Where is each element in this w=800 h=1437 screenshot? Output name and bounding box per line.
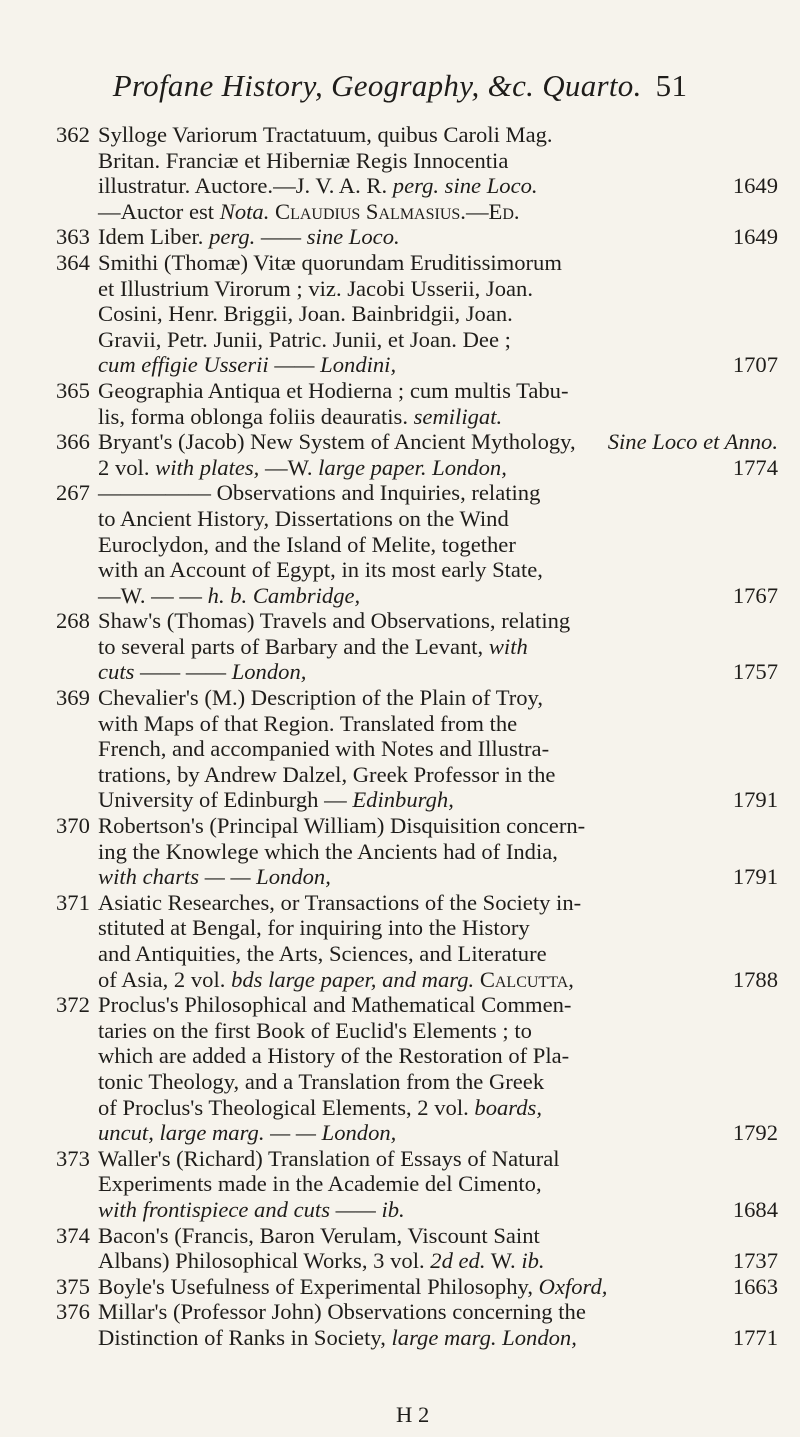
entry-line bbox=[56, 1197, 778, 1223]
entry-line bbox=[56, 1095, 778, 1121]
italic-text: h. b. bbox=[207, 582, 248, 608]
entry-year: 1792 bbox=[732, 1120, 778, 1146]
entry-number: 370 bbox=[56, 813, 90, 839]
entry-text: of Proclus's Theological Elements, 2 vol. bbox=[98, 1094, 469, 1120]
entry-number: 373 bbox=[56, 1145, 90, 1171]
entry-text: —W. — — bbox=[98, 582, 202, 608]
entry-year: 1791 bbox=[732, 787, 778, 813]
entry-text: Chevalier's (M.) Description of the Plain of Troy, bbox=[98, 685, 544, 711]
entry-number: 372 bbox=[56, 992, 90, 1018]
entry-number: 375 bbox=[56, 1273, 90, 1299]
entry-line bbox=[56, 455, 778, 481]
entry-text: Bacon's (Francis, Baron Verulam, Viscount Saint bbox=[98, 1222, 540, 1248]
entry-line bbox=[56, 1120, 778, 1146]
running-header bbox=[0, 68, 800, 104]
page-number: 51 bbox=[655, 68, 688, 103]
catalogue-entry bbox=[56, 1146, 778, 1223]
entry-line bbox=[56, 506, 778, 532]
entry-number: 267 bbox=[56, 480, 90, 506]
entry-line bbox=[56, 148, 778, 174]
catalogue-entries bbox=[56, 122, 778, 1351]
entry-number: 364 bbox=[56, 249, 90, 275]
italic-text: large paper. bbox=[318, 454, 427, 480]
entry-number: 362 bbox=[56, 122, 90, 147]
entry-line bbox=[56, 301, 778, 327]
entry-text: taries on the first Book of Euclid's Elements ; to bbox=[98, 1017, 532, 1043]
entry-line bbox=[56, 122, 778, 148]
catalogue-entry bbox=[56, 685, 778, 813]
entry-text: French, and accompanied with Notes and Illustra- bbox=[98, 736, 550, 762]
entry-imprint: Sine Loco et Anno. bbox=[607, 429, 778, 455]
italic-text: ib. bbox=[521, 1248, 545, 1274]
entry-line bbox=[56, 1325, 778, 1351]
entry-line bbox=[56, 250, 778, 276]
entry-text: Shaw's (Thomas) Travels and Observations, relating bbox=[98, 608, 571, 634]
entry-text: Cosini, Henr. Briggii, Joan. Bainbridgii, Joan. bbox=[98, 301, 513, 327]
entry-line bbox=[56, 839, 778, 865]
entry-line bbox=[56, 787, 778, 813]
catalogue-entry bbox=[56, 1223, 778, 1274]
italic-text: with bbox=[488, 633, 528, 659]
italic-text: Cambridge, bbox=[252, 582, 361, 608]
entry-line bbox=[56, 634, 778, 660]
entry-text: —W. bbox=[264, 454, 313, 480]
italic-text: large marg. London, bbox=[391, 1324, 577, 1350]
italic-text: Nota. bbox=[219, 198, 270, 224]
entry-text: ing the Knowlege which the Ancients had of India, bbox=[98, 838, 558, 864]
entry-text: Sylloge Variorum Tractatuum, quibus Caroli Mag. bbox=[98, 122, 553, 147]
entry-number: 376 bbox=[56, 1299, 90, 1325]
entry-text: Boyle's Usefulness of Experimental Philosophy, bbox=[98, 1273, 533, 1299]
italic-text: Edinburgh, bbox=[352, 787, 454, 813]
entry-text: Smithi (Thomæ) Vitæ quorundam Eruditissimorum bbox=[98, 249, 562, 275]
entry-number: 363 bbox=[56, 224, 90, 250]
entry-line bbox=[56, 1146, 778, 1172]
entry-text: W. bbox=[490, 1248, 516, 1274]
entry-text: trations, by Andrew Dalzel, Greek Professor in the bbox=[98, 761, 556, 787]
entry-line bbox=[56, 378, 778, 404]
entry-line bbox=[56, 967, 778, 993]
italic-text: boards, bbox=[474, 1094, 542, 1120]
entry-line bbox=[56, 404, 778, 430]
italic-text: with charts — — London, bbox=[98, 864, 331, 890]
entry-line bbox=[56, 224, 778, 250]
italic-text: with plates, bbox=[155, 454, 260, 480]
italic-text: cum effigie Usserii —— Londini, bbox=[98, 352, 397, 378]
smallcaps-text: Calcutta, bbox=[479, 966, 574, 992]
italic-text: London, bbox=[432, 454, 507, 480]
entry-text: Asiatic Researches, or Transactions of the Society in- bbox=[98, 889, 582, 915]
entry-text: with an Account of Egypt, in its most early State, bbox=[98, 557, 543, 583]
entry-line bbox=[56, 199, 778, 225]
entry-year: 1707 bbox=[732, 352, 778, 378]
entry-text: et Illustrium Virorum ; viz. Jacobi Usserii, Joan. bbox=[98, 275, 533, 301]
entry-line bbox=[56, 429, 778, 455]
entry-line bbox=[56, 557, 778, 583]
entry-year: 1649 bbox=[732, 173, 778, 199]
entry-line bbox=[56, 1248, 778, 1274]
entry-text: with Maps of that Region. Translated from the bbox=[98, 710, 518, 736]
entry-text: illustratur. Auctore.—J. V. A. R. bbox=[98, 173, 388, 199]
entry-year: 1771 bbox=[732, 1324, 778, 1350]
entry-text: to Ancient History, Dissertations on the Wind bbox=[98, 505, 509, 531]
entry-text: to several parts of Barbary and the Levant, bbox=[98, 633, 484, 659]
entry-text: —Auctor est bbox=[98, 198, 215, 224]
entry-year: 1649 bbox=[732, 224, 778, 250]
entry-text: stituted at Bengal, for inquiring into the History bbox=[98, 915, 530, 941]
entry-line bbox=[56, 941, 778, 967]
entry-year: 1663 bbox=[732, 1273, 778, 1299]
entry-number: 369 bbox=[56, 685, 90, 711]
entry-text: University of Edinburgh — bbox=[98, 787, 347, 813]
entry-line bbox=[56, 1223, 778, 1249]
entry-year: 1788 bbox=[732, 966, 778, 992]
entry-line bbox=[56, 736, 778, 762]
entry-text: and Antiquities, the Arts, Sciences, and Literature bbox=[98, 941, 547, 966]
entry-text: Euroclydon, and the Island of Melite, together bbox=[98, 531, 516, 557]
entry-number: 371 bbox=[56, 889, 90, 915]
entry-text: ————— Observations and Inquiries, relating bbox=[98, 480, 541, 506]
entry-text: Gravii, Petr. Junii, Patric. Junii, et Joan. Dee ; bbox=[98, 326, 511, 352]
catalogue-entry bbox=[56, 429, 778, 480]
entry-text: which are added a History of the Restoration of Pla- bbox=[98, 1043, 570, 1069]
entry-line bbox=[56, 327, 778, 353]
entry-line bbox=[56, 711, 778, 737]
entry-number: 374 bbox=[56, 1222, 90, 1248]
catalogue-entry bbox=[56, 224, 778, 250]
entry-text: Idem Liber. bbox=[98, 224, 204, 250]
entry-text: Geographia Antiqua et Hodierna ; cum multis Tabu- bbox=[98, 377, 569, 403]
entry-line bbox=[56, 276, 778, 302]
entry-text: Bryant's (Jacob) New System of Ancient Mythology, bbox=[98, 429, 576, 455]
entry-number: 366 bbox=[56, 429, 90, 455]
entry-number: 365 bbox=[56, 377, 90, 403]
catalogue-entry bbox=[56, 890, 778, 992]
italic-text: semiligat. bbox=[413, 403, 503, 429]
signature-mark: H 2 bbox=[396, 1402, 430, 1427]
catalogue-entry bbox=[56, 250, 778, 378]
catalogue-entry bbox=[56, 1274, 778, 1300]
entry-year: 1737 bbox=[732, 1248, 778, 1274]
entry-line bbox=[56, 1274, 778, 1300]
entry-text: Albans) Philosophical Works, 3 vol. bbox=[98, 1248, 425, 1274]
entry-text: Waller's (Richard) Translation of Essays of Natural bbox=[98, 1145, 560, 1171]
entry-line bbox=[56, 1299, 778, 1325]
italic-text: uncut, large marg. — — London, bbox=[98, 1120, 397, 1146]
entry-line bbox=[56, 480, 778, 506]
entry-line bbox=[56, 813, 778, 839]
italic-text: bds large paper, and marg. bbox=[231, 966, 475, 992]
entry-year: 1767 bbox=[732, 582, 778, 608]
entry-line bbox=[56, 1069, 778, 1095]
entry-line bbox=[56, 864, 778, 890]
entry-year: 1774 bbox=[732, 454, 778, 480]
catalogue-entry bbox=[56, 992, 778, 1146]
entry-text: Experiments made in the Academie del Cimento, bbox=[98, 1171, 542, 1197]
entry-line bbox=[56, 890, 778, 916]
catalogue-entry bbox=[56, 1299, 778, 1350]
entry-text: Distinction of Ranks in Society, bbox=[98, 1324, 386, 1350]
entry-line bbox=[56, 352, 778, 378]
entry-text: Robertson's (Principal William) Disquisition concern- bbox=[98, 813, 586, 839]
catalogue-entry bbox=[56, 122, 778, 224]
italic-text: perg. sine Loco. bbox=[392, 173, 538, 199]
entry-line bbox=[56, 583, 778, 609]
entry-year: 1757 bbox=[732, 659, 778, 685]
entry-text: Proclus's Philosophical and Mathematical Commen- bbox=[98, 992, 572, 1018]
entry-text: tonic Theology, and a Translation from the Greek bbox=[98, 1068, 545, 1094]
italic-text: perg. —— sine Loco. bbox=[209, 224, 400, 250]
entry-text: lis, forma oblonga foliis deauratis. bbox=[98, 403, 408, 429]
entry-year: 1684 bbox=[732, 1196, 778, 1222]
entry-year: 1791 bbox=[732, 864, 778, 890]
entry-line bbox=[56, 1043, 778, 1069]
entry-number: 268 bbox=[56, 608, 90, 634]
entry-line bbox=[56, 1018, 778, 1044]
italic-text: Oxford, bbox=[538, 1273, 608, 1299]
italic-text: with frontispiece and cuts —— ib. bbox=[98, 1196, 405, 1222]
entry-line bbox=[56, 1171, 778, 1197]
entry-line bbox=[56, 685, 778, 711]
entry-line bbox=[56, 992, 778, 1018]
catalogue-entry bbox=[56, 608, 778, 685]
italic-text: 2d ed. bbox=[430, 1248, 486, 1274]
entry-line bbox=[56, 608, 778, 634]
entry-text: of Asia, 2 vol. bbox=[98, 966, 226, 992]
catalogue-entry bbox=[56, 813, 778, 890]
smallcaps-text: Claudius Salmasius.—Ed. bbox=[275, 198, 520, 224]
entry-line bbox=[56, 915, 778, 941]
catalogue-entry bbox=[56, 480, 778, 608]
italic-text: cuts —— —— London, bbox=[98, 659, 307, 685]
entry-line bbox=[56, 173, 778, 199]
entry-text: Millar's (Professor John) Observations concerning the bbox=[98, 1299, 586, 1325]
entry-line bbox=[56, 762, 778, 788]
entry-line bbox=[56, 659, 778, 685]
entry-text: 2 vol. bbox=[98, 454, 150, 480]
header-title: Profane History, Geography, &c. Quarto. bbox=[112, 68, 642, 103]
entry-line bbox=[56, 532, 778, 558]
entry-text: Britan. Franciæ et Hiberniæ Regis Innocentia bbox=[98, 147, 509, 173]
